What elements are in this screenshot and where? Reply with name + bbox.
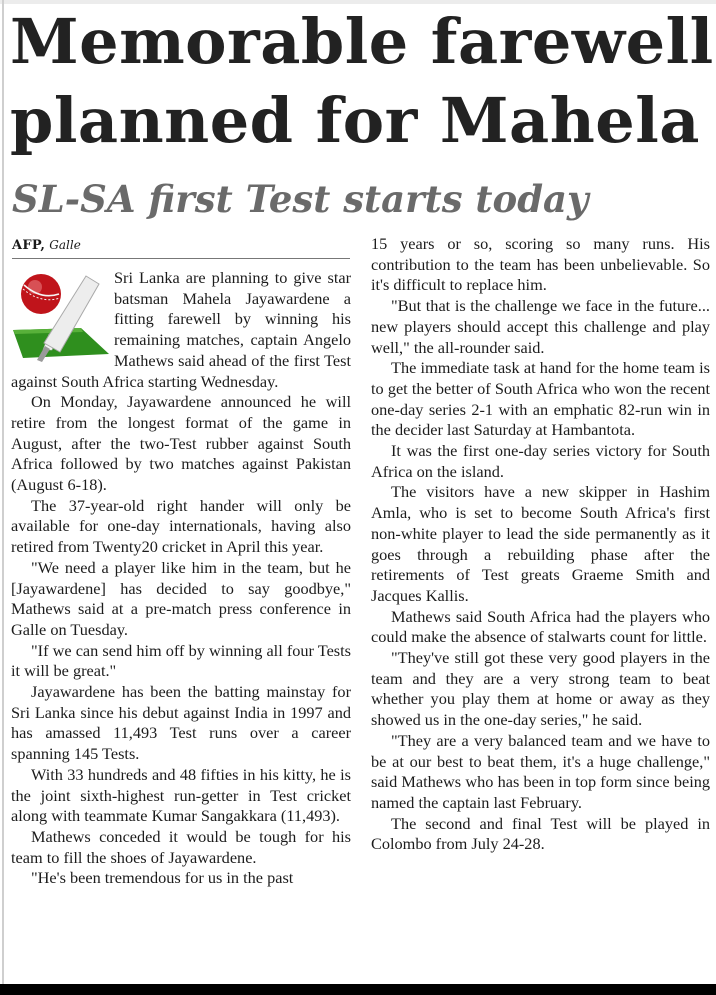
article-paragraph: With 33 hundreds and 48 fifties in his kitty, he is the joint sixth-highest run-getter in Test cricket along with teammate Kumar Sangakkara (11,493). (11, 764, 351, 826)
logo-wrap-space (11, 268, 114, 371)
subheadline: SL-SA first Test starts today (12, 177, 589, 221)
article-paragraph: 15 years or so, scoring so many runs. His contribution to the team has been unbelievable. So it's difficult to replace him. (371, 234, 710, 295)
article-paragraph: "We need a player like him in the team, but he [Jayawardene] has decided to say goodbye," Mathews said at a pre-match press conference in Galle on Tuesday. (11, 557, 351, 639)
article-paragraph: Mathews said South Africa had the players who could make the absence of stalwarts count for little. (371, 606, 710, 647)
page-left-rule (2, 0, 4, 985)
byline (12, 236, 350, 259)
article-paragraph: "If we can send him off by winning all four Tests it will be great." (11, 640, 351, 681)
article-paragraph: The 37-year-old right hander will only be available for one-day internationals, having also retired from Twenty20 cricket in April this year. (11, 495, 351, 557)
article-column-left (11, 268, 351, 889)
article-paragraph: "But that is the challenge we face in the future... new players should accept this challenge and play well," the all-rounder said. (371, 296, 710, 357)
page-bottom-border (0, 984, 716, 995)
article-column-right (371, 234, 710, 855)
article-paragraph: The immediate task at hand for the home team is to get the better of South Africa who won the recent one-day series 2-1 with an emphatic 82-run win in the decider last Saturday at Hambantota. (371, 358, 710, 440)
article-paragraph: "He's been tremendous for us in the past (31, 868, 294, 888)
article-paragraph: The second and final Test will be played in Colombo from July 24-28. (371, 813, 710, 854)
headline: Memorable farewell planned for Mahela (10, 5, 714, 157)
article-paragraph: The visitors have a new skipper in Hashim Amla, who is set to become South Africa's first non-white player to lead the side permanently as it goes through a rebuilding phase after the retirements of Test greats Graeme Smith and Jacques Kallis. (371, 482, 710, 605)
byline-agency: AFP, (12, 238, 46, 253)
article-paragraph: Mathews conceded it would be tough for his team to fill the shoes of Jayawardene. (11, 826, 351, 867)
article-paragraph: "They've still got these very good players in the team and they are a very strong team to beat whether you play them at home or away as they showed us in the one-day series," he said. (371, 648, 710, 730)
article-paragraph: Jayawardene has been the batting mainstay for Sri Lanka since his debut against India in 1997 and has amassed 11,493 Test runs over a career spanning 145 Tests. (11, 682, 351, 764)
article-paragraph: It was the first one-day series victory for South Africa on the island. (371, 441, 710, 481)
article-paragraph: On Monday, Jayawardene announced he will retire from the longest format of the game in August, after the two-Test rubber against South Africa followed by two matches against Pakistan (August 6-18). (11, 392, 351, 495)
article-paragraph: Sri Lanka are planning to give star batsman Mahela Jayawardene a fitting farewell by winning his remaining matches, captain Angelo Mathews said ahead of the first Test against South Africa starting Wednesday. (11, 268, 351, 391)
article-paragraph: "They are a very balanced team and we have to be at our best to beat them, it's a huge challenge," said Mathews who has been in top form since being named the captain last February. (371, 730, 710, 812)
byline-place: Galle (49, 238, 81, 252)
